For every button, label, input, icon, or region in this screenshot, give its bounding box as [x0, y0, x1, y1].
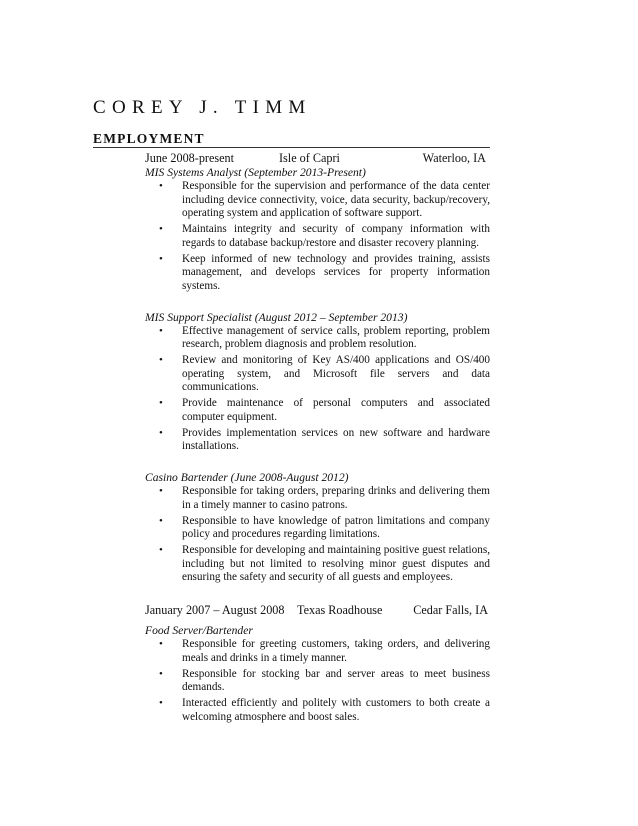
list-item: [145, 427, 490, 454]
job-location: Waterloo, IA: [422, 151, 486, 165]
list-item-text: Responsible to have knowledge of patron limitations and company policy and procedures regarding limitations.: [182, 514, 490, 540]
role-responsibilities: [145, 180, 490, 293]
list-item: [145, 544, 490, 585]
list-item: [145, 253, 490, 294]
list-item-text: Responsible for stocking bar and server areas to meet business demands.: [182, 667, 490, 693]
bullet-icon: •: [159, 485, 163, 497]
job-employer: Texas Roadhouse: [297, 603, 383, 617]
job-location: Cedar Falls, IA: [413, 603, 488, 617]
bullet-icon: •: [159, 426, 163, 439]
role-title: MIS Support Specialist (August 2012 – September 2013): [145, 310, 408, 324]
list-item: [145, 668, 490, 695]
bullet-icon: •: [159, 354, 163, 366]
job-dates: June 2008-present: [145, 151, 235, 165]
role-responsibilities: [145, 325, 490, 454]
list-item-text: Responsible for taking orders, preparing drinks and delivering them in a timely manner to casino patrons.: [182, 485, 490, 511]
bullet-icon: •: [159, 514, 163, 527]
section-heading-employment: EMPLOYMENT: [93, 131, 205, 146]
job-employer: Isle of Capri: [279, 151, 340, 165]
role-responsibilities: [145, 638, 490, 724]
list-item-text: Effective management of service calls, problem reporting, problem research, problem diagnosis and problem resolution.: [182, 324, 490, 350]
bullet-icon: •: [159, 397, 163, 409]
list-item: [145, 354, 490, 395]
role-title: Food Server/Bartender: [145, 624, 253, 637]
list-item-text: Responsible for greeting customers, taking orders, and delivering meals and drinks in a timely manner.: [182, 638, 490, 664]
list-item: [145, 180, 490, 221]
bullet-icon: •: [159, 324, 163, 337]
job-dates: January 2007 – August 2008: [145, 603, 285, 617]
role-title: MIS Systems Analyst (September 2013-Present): [145, 166, 366, 179]
list-item-text: Responsible for developing and maintaining positive guest relations, including but not limited to resolving minor guest disputes and ensuring the safety and security of all guests and employees.: [182, 544, 490, 583]
bullet-icon: •: [159, 223, 163, 235]
bullet-icon: •: [159, 544, 163, 556]
bullet-icon: •: [159, 697, 163, 709]
list-item: [145, 397, 490, 424]
bullet-icon: •: [159, 180, 163, 192]
list-item-text: Review and monitoring of Key AS/400 applications and OS/400 operating system, and Microsoft file servers and data communications.: [182, 354, 490, 393]
list-item: [145, 325, 490, 352]
bullet-icon: •: [159, 252, 163, 265]
list-item: [145, 697, 490, 724]
candidate-name: COREY J. TIMM: [93, 97, 312, 118]
list-item-text: Keep informed of new technology and provides training, assists management, and develops services for property information systems.: [182, 252, 490, 292]
role-responsibilities: [145, 485, 490, 585]
section-divider: [93, 147, 490, 148]
list-item: [145, 223, 490, 250]
list-item: [145, 485, 490, 512]
bullet-icon: •: [159, 638, 163, 650]
list-item: [145, 515, 490, 542]
role-title: Casino Bartender (June 2008-August 2012): [145, 471, 349, 484]
list-item-text: Responsible for the supervision and performance of the data center including device connectivity, voice, data security, backup/recovery, operating system and application of software support.: [182, 180, 490, 219]
employment-section: [145, 150, 490, 727]
list-item-text: Maintains integrity and security of company information with regards to database backup/restore and disaster recovery planning.: [182, 223, 490, 249]
bullet-icon: •: [159, 667, 163, 680]
list-item-text: Provide maintenance of personal computers and associated computer equipment.: [182, 397, 490, 423]
job-header: [145, 602, 490, 618]
job-header: [145, 150, 490, 166]
list-item-text: Interacted efficiently and politely with customers to both create a welcoming atmosphere and boost sales.: [182, 697, 490, 723]
list-item-text: Provides implementation services on new software and hardware installations.: [182, 426, 490, 452]
list-item: [145, 638, 490, 665]
